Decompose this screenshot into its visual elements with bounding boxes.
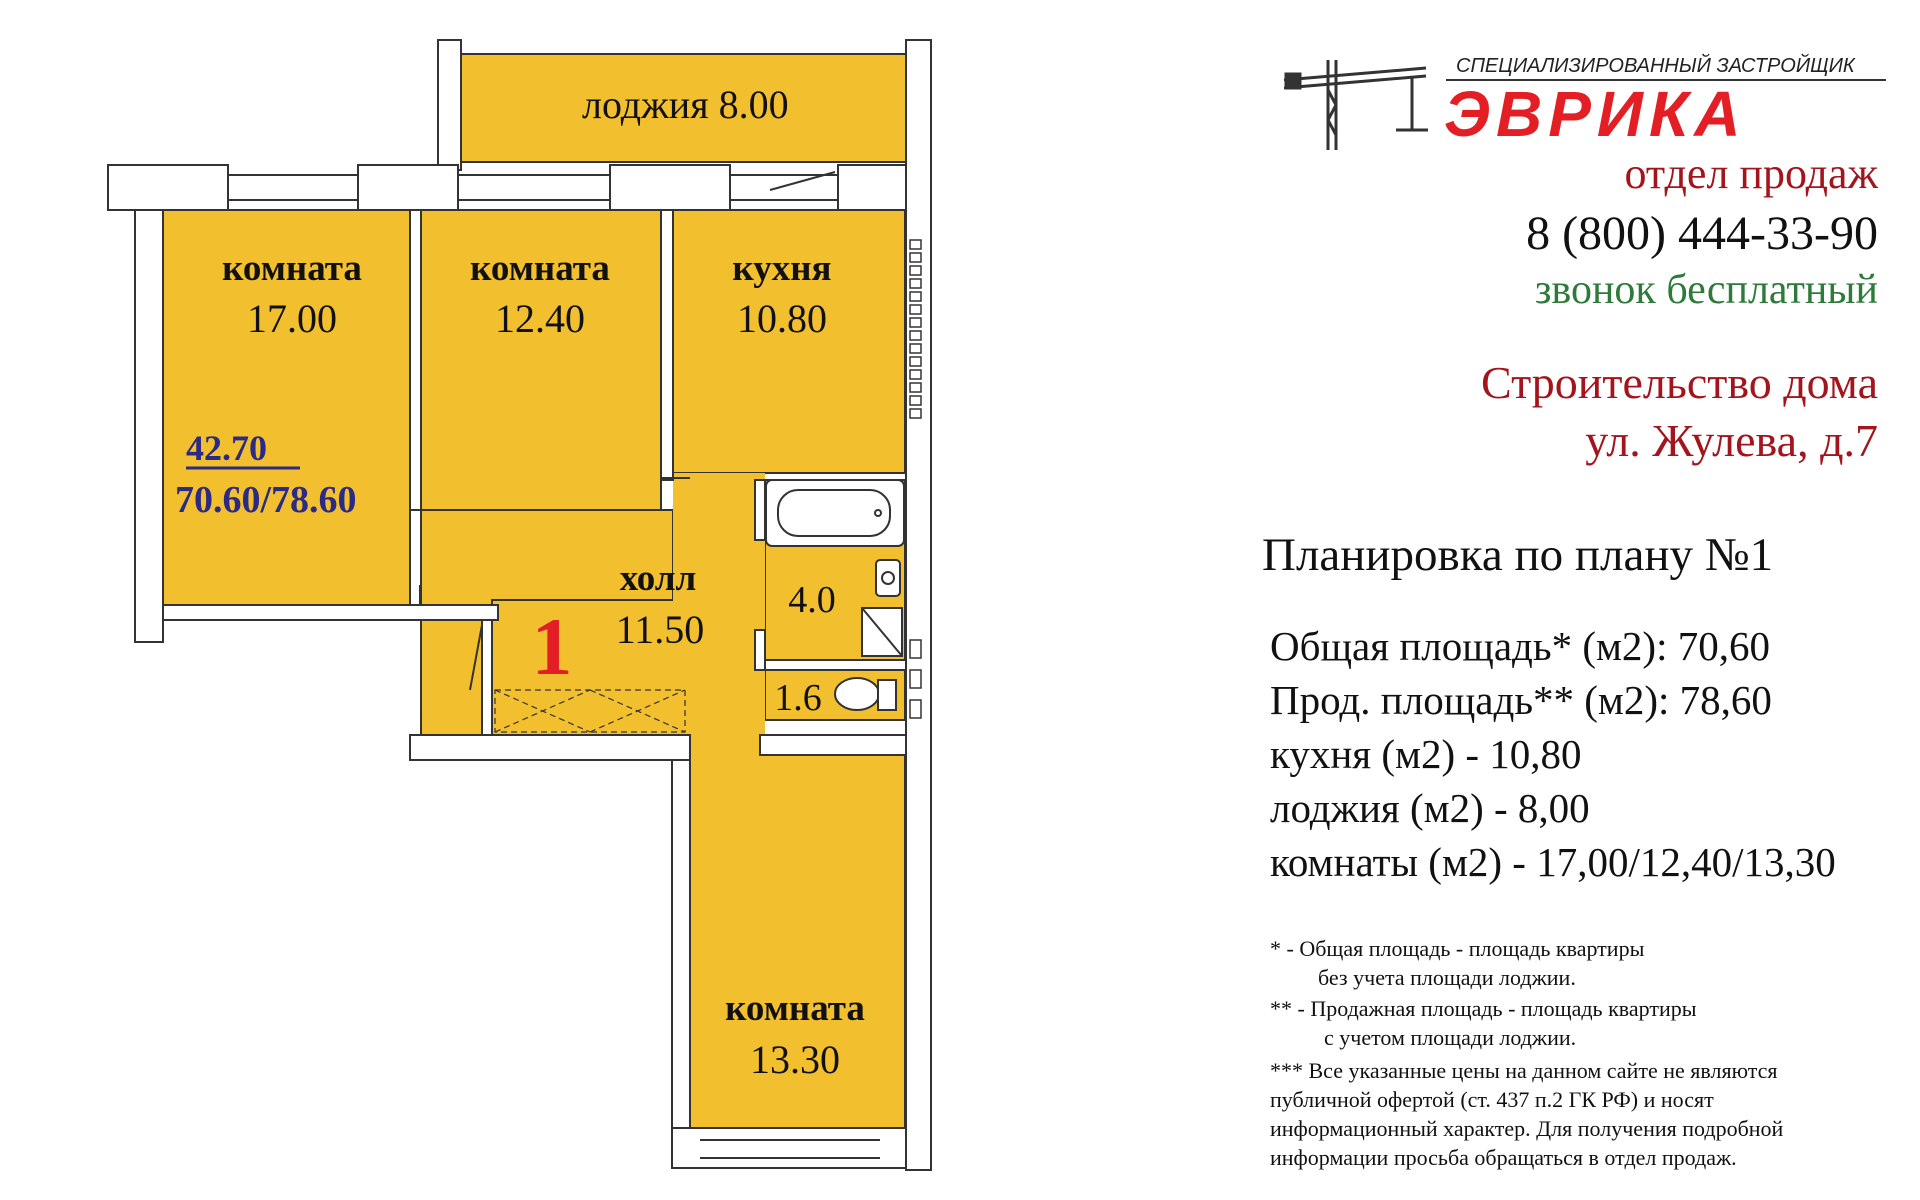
vent-mark bbox=[910, 670, 921, 688]
vent-mark bbox=[910, 370, 921, 379]
wall-bath-left bbox=[755, 480, 765, 540]
wall-top-mid1 bbox=[358, 165, 458, 210]
hall-to-kitchen-floor bbox=[673, 473, 765, 735]
sales-department: отдел продаж bbox=[1624, 149, 1878, 198]
room3-area: 13.30 bbox=[750, 1037, 840, 1082]
sales-phone[interactable]: 8 (800) 444-33-90 bbox=[1526, 207, 1878, 260]
vent-mark bbox=[910, 357, 921, 366]
room2-name: комната bbox=[470, 248, 610, 289]
total-sale-area-label: 70.60/78.60 bbox=[175, 479, 357, 521]
wall-top-mid2 bbox=[610, 165, 730, 210]
wall-room1-bottom bbox=[163, 605, 498, 620]
plan-title: Планировка по плану №1 bbox=[1262, 529, 1774, 581]
construction-title: Строительство дома bbox=[1481, 357, 1878, 408]
vent-mark bbox=[910, 640, 921, 658]
wall-room1-room2 bbox=[410, 210, 421, 510]
footnote-disclaimer bbox=[1270, 1056, 1783, 1172]
disclaimer-line-1: *** Все указанные цены на данном сайте не являются bbox=[1270, 1058, 1778, 1083]
spec-loggia: лоджия (м2) - 8,00 bbox=[1270, 785, 1590, 831]
wall-room2-kitchen bbox=[661, 210, 673, 480]
logo-name: ЭВРИКА bbox=[1444, 78, 1747, 150]
room1-name: комната bbox=[222, 248, 362, 289]
wall-top-left-window bbox=[108, 165, 228, 210]
vent-mark bbox=[910, 266, 921, 275]
company-logo bbox=[1276, 50, 1896, 160]
vent-mark bbox=[910, 396, 921, 405]
room3-name: комната bbox=[725, 988, 865, 1029]
sink-icon bbox=[876, 560, 900, 596]
wall-wc-left bbox=[755, 630, 765, 670]
kitchen-name: кухня bbox=[732, 248, 832, 289]
vent-mark bbox=[910, 700, 921, 718]
disclaimer-line-2: публичной офертой (ст. 437 п.2 ГК РФ) и носят bbox=[1270, 1087, 1714, 1112]
vent-mark bbox=[910, 409, 921, 418]
footnote-1-line-1: * - Общая площадь - площадь квартиры bbox=[1270, 936, 1645, 961]
bathtub-icon bbox=[766, 480, 904, 546]
wc-area: 1.6 bbox=[774, 677, 822, 719]
spec-rooms: комнаты (м2) - 17,00/12,40/13,30 bbox=[1270, 839, 1836, 885]
wall-hall-room3-right bbox=[760, 735, 906, 755]
vent-mark bbox=[910, 318, 921, 327]
free-call-note: звонок бесплатный bbox=[1534, 267, 1878, 313]
spec-sale-area: Прод. площадь** (м2): 78,60 bbox=[1270, 677, 1772, 723]
footnote-1-line-2: без учета площади лоджии. bbox=[1318, 965, 1576, 990]
disclaimer-line-3: информационный характер. Для получения подробной bbox=[1270, 1116, 1784, 1141]
footnote-2-line-2: с учетом площади лоджии. bbox=[1324, 1025, 1577, 1050]
crane-icon bbox=[1284, 60, 1428, 150]
wall-loggia-left bbox=[438, 40, 461, 170]
room1-area: 17.00 bbox=[247, 296, 337, 341]
wall-bath-bottom bbox=[760, 660, 906, 670]
wall-loggia-right bbox=[906, 40, 931, 1170]
wall-room3-left bbox=[672, 760, 690, 1130]
hall-name: холл bbox=[619, 558, 697, 599]
construction-address: ул. Жулева, д.7 bbox=[1585, 415, 1878, 466]
footnote-2-line-1: ** - Продажная площадь - площадь квартиры bbox=[1270, 996, 1697, 1021]
vent-mark bbox=[910, 253, 921, 262]
wall-entrance-left bbox=[482, 620, 492, 735]
wall-entrance-bottom bbox=[410, 735, 690, 760]
wall-bottom-window bbox=[672, 1128, 906, 1168]
kitchen-area: 10.80 bbox=[737, 296, 827, 341]
shower-icon bbox=[862, 608, 902, 656]
vent-mark bbox=[910, 240, 921, 249]
wall-top-right bbox=[838, 165, 906, 210]
vent-mark bbox=[910, 279, 921, 288]
vent-mark bbox=[910, 331, 921, 340]
vent-mark bbox=[910, 383, 921, 392]
toilet-icon bbox=[835, 678, 896, 710]
footnote-total-area bbox=[1270, 934, 1644, 992]
bathroom-area: 4.0 bbox=[788, 579, 836, 621]
wall-outer-left bbox=[135, 210, 163, 642]
spec-kitchen: кухня (м2) - 10,80 bbox=[1270, 731, 1582, 777]
vent-mark bbox=[910, 305, 921, 314]
room2-area: 12.40 bbox=[495, 296, 585, 341]
vent-mark bbox=[910, 292, 921, 301]
loggia-label: лоджия 8.00 bbox=[582, 82, 789, 127]
apartment-number: 1 bbox=[531, 601, 573, 692]
footnote-sale-area bbox=[1270, 994, 1697, 1052]
living-area-label: 42.70 bbox=[186, 428, 267, 468]
logo-tagline: СПЕЦИАЛИЗИРОВАННЫЙ ЗАСТРОЙЩИК bbox=[1456, 55, 1855, 77]
disclaimer-line-4: информации просьба обращаться в отдел продаж. bbox=[1270, 1145, 1737, 1170]
vent-mark bbox=[910, 344, 921, 353]
spec-total-area: Общая площадь* (м2): 70,60 bbox=[1270, 623, 1770, 669]
hall-area: 11.50 bbox=[615, 607, 705, 652]
